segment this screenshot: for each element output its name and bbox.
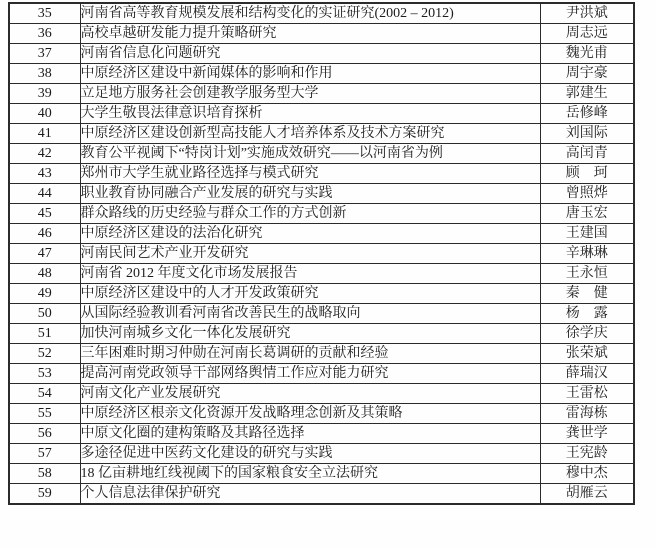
table-row <box>9 104 634 124</box>
row-number-cell: 41 <box>9 124 80 144</box>
table-row <box>9 64 634 84</box>
table-body <box>9 3 634 504</box>
project-title-cell: 中原经济区建设的法治化研究 <box>80 224 540 244</box>
author-name-cell: 杨 露 <box>540 304 634 324</box>
project-title-cell: 职业教育协同融合产业发展的研究与实践 <box>80 184 540 204</box>
row-number-cell: 54 <box>9 384 80 404</box>
project-title-cell: 高校卓越研发能力提升策略研究 <box>80 24 540 44</box>
author-name-cell: 郭建生 <box>540 84 634 104</box>
author-name-cell: 周宇豪 <box>540 64 634 84</box>
author-name-cell: 尹洪斌 <box>540 3 634 24</box>
table-row <box>9 224 634 244</box>
project-title-cell: 群众路线的历史经验与群众工作的方式创新 <box>80 204 540 224</box>
author-name-cell: 徐学庆 <box>540 324 634 344</box>
table-row <box>9 324 634 344</box>
author-name-cell: 穆中杰 <box>540 464 634 484</box>
row-number-cell: 43 <box>9 164 80 184</box>
project-title-cell: 中原经济区建设创新型高技能人才培养体系及技术方案研究 <box>80 124 540 144</box>
table-row <box>9 404 634 424</box>
project-title-cell: 从国际经验教训看河南省改善民生的战略取向 <box>80 304 540 324</box>
project-title-cell: 大学生敬畏法律意识培育探析 <box>80 104 540 124</box>
table-row <box>9 464 634 484</box>
table-row <box>9 24 634 44</box>
row-number-cell: 44 <box>9 184 80 204</box>
author-name-cell: 辛琳琳 <box>540 244 634 264</box>
row-number-cell: 39 <box>9 84 80 104</box>
author-name-cell: 秦 健 <box>540 284 634 304</box>
author-name-cell: 雷海栋 <box>540 404 634 424</box>
project-title-cell: 教育公平视阈下“特岗计划”实施成效研究——以河南省为例 <box>80 144 540 164</box>
author-name-cell: 薛瑞汉 <box>540 364 634 384</box>
table-row <box>9 3 634 24</box>
table-row <box>9 164 634 184</box>
row-number-cell: 49 <box>9 284 80 304</box>
row-number-cell: 59 <box>9 484 80 505</box>
row-number-cell: 47 <box>9 244 80 264</box>
table-row <box>9 144 634 164</box>
row-number-cell: 58 <box>9 464 80 484</box>
table-row <box>9 124 634 144</box>
table-row <box>9 304 634 324</box>
author-name-cell: 周志远 <box>540 24 634 44</box>
table-row <box>9 244 634 264</box>
project-title-cell: 河南文化产业发展研究 <box>80 384 540 404</box>
author-name-cell: 魏光甫 <box>540 44 634 64</box>
table-row <box>9 204 634 224</box>
row-number-cell: 53 <box>9 364 80 384</box>
author-name-cell: 唐玉宏 <box>540 204 634 224</box>
row-number-cell: 52 <box>9 344 80 364</box>
project-title-cell: 郑州市大学生就业路径选择与模式研究 <box>80 164 540 184</box>
author-name-cell: 胡雁云 <box>540 484 634 505</box>
project-title-cell: 三年困难时期习仲勋在河南长葛调研的贡献和经验 <box>80 344 540 364</box>
row-number-cell: 51 <box>9 324 80 344</box>
project-title-cell: 河南省高等教育规模发展和结构变化的实证研究(2002 – 2012) <box>80 3 540 24</box>
table-row <box>9 284 634 304</box>
project-title-cell: 河南民间艺术产业开发研究 <box>80 244 540 264</box>
table-row <box>9 424 634 444</box>
author-name-cell: 王宪龄 <box>540 444 634 464</box>
table-row <box>9 84 634 104</box>
project-title-cell: 提高河南党政领导干部网络舆情工作应对能力研究 <box>80 364 540 384</box>
row-number-cell: 50 <box>9 304 80 324</box>
row-number-cell: 57 <box>9 444 80 464</box>
author-name-cell: 岳修峰 <box>540 104 634 124</box>
project-title-cell: 18 亿亩耕地红线视阈下的国家粮食安全立法研究 <box>80 464 540 484</box>
table-row <box>9 264 634 284</box>
row-number-cell: 37 <box>9 44 80 64</box>
row-number-cell: 48 <box>9 264 80 284</box>
project-title-cell: 中原经济区根亲文化资源开发战略理念创新及其策略 <box>80 404 540 424</box>
project-title-cell: 中原经济区建设中的人才开发政策研究 <box>80 284 540 304</box>
author-name-cell: 刘国际 <box>540 124 634 144</box>
author-name-cell: 顾 珂 <box>540 164 634 184</box>
author-name-cell: 曾照烨 <box>540 184 634 204</box>
project-title-cell: 河南省 2012 年度文化市场发展报告 <box>80 264 540 284</box>
row-number-cell: 38 <box>9 64 80 84</box>
row-number-cell: 56 <box>9 424 80 444</box>
row-number-cell: 55 <box>9 404 80 424</box>
project-title-cell: 个人信息法律保护研究 <box>80 484 540 505</box>
author-name-cell: 张荣斌 <box>540 344 634 364</box>
table-row <box>9 184 634 204</box>
project-title-cell: 加快河南城乡文化一体化发展研究 <box>80 324 540 344</box>
row-number-cell: 42 <box>9 144 80 164</box>
table-row <box>9 44 634 64</box>
project-title-cell: 立足地方服务社会创建教学服务型大学 <box>80 84 540 104</box>
table-row <box>9 484 634 505</box>
row-number-cell: 35 <box>9 3 80 24</box>
row-number-cell: 45 <box>9 204 80 224</box>
author-name-cell: 王建国 <box>540 224 634 244</box>
table-row <box>9 344 634 364</box>
author-name-cell: 高闰青 <box>540 144 634 164</box>
row-number-cell: 40 <box>9 104 80 124</box>
row-number-cell: 46 <box>9 224 80 244</box>
row-number-cell: 36 <box>9 24 80 44</box>
author-name-cell: 王雷松 <box>540 384 634 404</box>
author-name-cell: 龚世学 <box>540 424 634 444</box>
table-row <box>9 384 634 404</box>
research-projects-table <box>8 2 635 505</box>
table-row <box>9 364 634 384</box>
project-title-cell: 中原文化圈的建构策略及其路径选择 <box>80 424 540 444</box>
project-title-cell: 中原经济区建设中新闻媒体的影响和作用 <box>80 64 540 84</box>
author-name-cell: 王永恒 <box>540 264 634 284</box>
table-row <box>9 444 634 464</box>
project-title-cell: 河南省信息化问题研究 <box>80 44 540 64</box>
project-title-cell: 多途径促进中医药文化建设的研究与实践 <box>80 444 540 464</box>
